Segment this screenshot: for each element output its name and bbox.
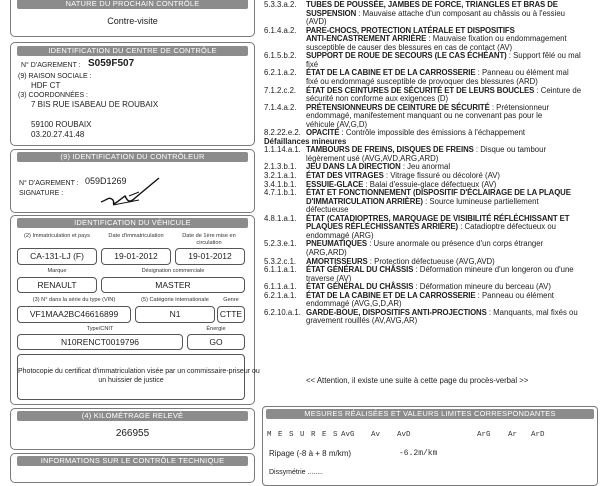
address-line-2: 59100 ROUBAIX [31,120,92,129]
minor-defect-code: 5.3.2.c.1. [264,256,297,266]
minor-defect-text: gravement rouillés (AV,AVG,AR) [306,316,418,326]
major-defect-text: ANTI-ENCASTREMENT ARRIÈRE : Mauvaise fixation ou endommagement [306,34,567,44]
energie-field: GO [187,334,245,350]
minor-defect-text: (ARG,ARD) [306,247,347,257]
minor-defect-text: traverse (AV) [306,273,352,283]
label-vin: (3) N° dans la série du type (VIN) [32,297,116,303]
minor-defect-text: légèrement usé (AVG,AVD,ARG,ARD) [306,153,439,163]
minor-defect-text: ÉTAT (CATADIOPTRES, MARQUAGE DE VISIBILITÉ RÉFLÉCHISSANT ET [306,213,570,223]
major-defect-text: SUPPORT DE ROUE DE SECOURS (LE CAS ÉCHÉANT) : Support fêlé ou mal [306,51,581,61]
major-defect-text: PARE-CHOCS, PROTECTION LATÉRALE ET DISPOSITIFS [306,25,515,35]
label-marque: Marque [47,268,67,274]
major-defect-text: PRÉTENSIONNEURS DE CEINTURE DE SÉCURITÉ : Prétensionneur [306,102,550,112]
date-immat-field: 19-01-2012 [101,248,171,265]
centre-header: IDENTIFICATION DU CENTRE DE CONTRÔLE [17,46,248,56]
raison-label: (9) RAISON SOCIALE : [18,73,92,80]
minor-defect-text: ÉTAT GÉNÉRAL DU CHÂSSIS : Déformation mineure du berceau (AV) [306,282,551,292]
nature-panel [10,0,255,37]
major-defect-text: OPACITÉ : Contrôle impossible des émissions à l'échappement [306,128,526,138]
measures-header: MESURES RÉALISÉES ET VALEURS LIMITES CORRESPONDANTES [266,409,594,419]
ctrl-agrement-value: 059D1269 [85,176,127,186]
major-defect-text: ÉTAT DES CEINTURES DE SÉCURITÉ ET DE LEURS BOUCLES : Ceinture de [306,85,582,95]
major-defect-code: 6.1.5.b.2. [264,51,297,61]
major-defect-text: susceptible de causer des blessures en cas de contact (AV) [306,42,513,52]
col-ar: Ar [508,431,518,439]
ripage-value: -6.2m/km [399,449,438,458]
photocopy-note-line-2: un huissier de justice [98,377,164,384]
agrement-label: N° D'AGREMENT : [21,62,81,69]
ctrl-agrement-label: N° D'AGREMENT : [19,180,79,187]
immat-field: CA-131-LJ (F) [17,248,97,265]
minor-defect-code: 1.1.14.a.1. [264,145,301,155]
minor-defect-text: TAMBOURS DE FREINS, DISQUES DE FREINS : Disque ou tambour [306,145,547,155]
label-date-first: Date de 1ère mise en circulation [182,233,236,246]
km-value: 266955 [115,428,150,439]
minor-defect-text: ÉTAT GÉNÉRAL DU CHÂSSIS : Déformation mineure d'un longeron ou d'une [306,265,574,275]
vehicle-header: IDENTIFICATION DU VÉHICULE [17,218,248,228]
measures-title: M E S U R E S [267,431,339,439]
minor-defect-code: 6.2.10.a.1. [264,307,301,317]
categorie-field: N1 [135,306,215,323]
date-first-field: 19-01-2012 [175,248,245,265]
minor-defect-text: JEU DANS LA DIRECTION : Jeu anormal [306,162,451,172]
col-avd: AvD [397,431,411,439]
dissymetrie-label: Dissymétrie ........ [269,469,324,476]
minor-defect-text: GARDE-BOUE, DISPOSITIFS ANTI-PROJECTIONS : Manquants, mal fixés ou [306,307,578,317]
minor-defect-text: AMORTISSEURS : Protection défectueuse (AVG,AVD) [306,256,495,266]
attention-note: << Attention, il existe une suite à cette page du procès-verbal >> [306,376,529,385]
major-defect-text: SUSPENSION : Mauvaise attache d'un composant au châssis ou à l'essieu [306,8,565,18]
major-defect-text: fixé ou endommagé susceptible de provoquer des blessures (ARD) [306,76,538,86]
minor-defect-text: PNEUMATIQUES : Usure anormale ou présence d'un corps étranger [306,239,544,249]
col-arg: ArG [477,431,491,439]
minor-defect-text: endommagé (AVG,G,D,AR) [306,299,402,309]
minor-defect-code: 3.4.1.b.1. [264,179,297,189]
minor-defect-code: 6.1.1.a.1. [264,282,297,292]
minor-defect-text: ÉTAT ET FONCTIONNEMENT (DISPOSITIF D'ÉCLAIRAGE DE LA PLAQUE [306,188,571,198]
major-defect-text: ÉTAT DE LA CABINE ET DE LA CARROSSERIE : Panneau ou élément mal [306,68,569,78]
minor-defect-code: 6.2.1.a.1. [264,290,297,300]
controleur-panel [10,149,255,213]
nature-header: NATURE DU PROCHAIN CONTRÔLE [17,0,248,9]
designation-field: MASTER [101,277,245,293]
label-categorie: (5) Catégorie internationale [141,297,209,303]
minor-defect-code: 2.1.3.b.1. [264,162,297,172]
vin-field: VF1MAA2BC46616899 [17,306,131,323]
photocopy-note-line-1: Photocopie du certificat d'immatriculation visée par un commissaire-priseur ou [18,368,260,375]
type-field: N10RENCT0019796 [17,334,183,350]
minor-defect-text: endommagé (ARG) [306,230,374,240]
info-panel [10,453,255,483]
measures-panel [262,406,598,486]
minor-defects-title: Défaillances mineures [264,136,347,146]
major-defect-text: sécurité non conforme aux exigences (D) [306,94,449,104]
minor-defect-code: 4.8.1.a.1. [264,213,297,223]
minor-defect-code: 3.2.1.a.1. [264,171,297,180]
minor-defect-text: ÉTAT DE LA CABINE ET DE LA CARROSSERIE : Panneau ou élément [306,290,554,300]
col-av: Av [371,431,381,439]
phone: 03.20.27.41.48 [31,130,85,139]
photocopy-note-box [17,354,260,400]
nature-value: Contre-visite [107,16,158,26]
major-defect-text: fixé [306,59,319,69]
centre-panel [10,42,255,146]
minor-defect-code: 6.1.1.a.1. [264,265,297,275]
minor-defect-text: défectueuse [306,205,349,215]
major-defect-text: véhicule (AV,G,D) [306,119,368,129]
label-designation: Désignation commerciale [141,268,205,274]
minor-defect-text: ESSUIE-GLACE : Balai d'essuie-glace défectueux (AV) [306,179,497,189]
km-header: (4) KILOMÉTRAGE RELEVÉ [17,411,248,421]
agrement-value: S059F507 [88,58,135,69]
label-genre: Genre [223,297,239,303]
major-defect-code: 7.1.2.c.2. [264,85,297,95]
label-date-immat: Date d'immatriculation [108,233,164,239]
major-defect-text: endommagé, manifestement manquant ou ne convenant pas pour le [306,111,543,121]
info-header: INFORMATIONS SUR LE CONTRÔLE TECHNIQUE DÉFAVORABLE [17,456,248,466]
major-defect-text: TUBES DE POUSSÉE, JAMBES DE FORCE, TRIANGLES ET BRAS DE [306,0,558,9]
minor-defect-text: ÉTAT DES VITRAGES : Vitrage fissuré ou décoloré (AV) [306,171,501,180]
controleur-header: (9) IDENTIFICATION DU CONTRÔLEUR [17,152,248,162]
minor-defect-text: PLAQUES RÉFLÉCHISSANTES ARRIÈRE) : Catadioptre défectueux ou [306,222,556,232]
minor-defect-code: 5.2.3.e.1. [264,239,297,249]
raison-value: HDF CT [31,81,61,90]
minor-defect-code: 4.7.1.b.1. [264,188,297,198]
coord-label: (3) COORDONNÉES : [18,92,89,99]
major-defect-text: (AVD) [306,17,327,27]
signature-image [99,170,169,210]
col-ard: ArD [531,431,545,439]
genre-field: CTTE [217,306,245,323]
major-defect-code: 8.2.22.e.2. [264,128,301,138]
address-line-1: 7 BIS RUE ISABEAU DE ROUBAIX [31,100,159,109]
major-defect-code: 6.2.1.a.2. [264,68,297,78]
major-defect-code: 6.1.4.a.2. [264,25,297,35]
km-panel [10,408,255,450]
col-avg: AvG [341,431,355,439]
label-immat: (2) Immatriculation et pays [24,233,90,239]
label-type: Type/CNIT [86,326,114,332]
major-defect-code: 5.3.3.a.2. [264,0,297,9]
vehicle-panel [10,215,260,405]
marque-field: RENAULT [17,277,97,293]
major-defect-code: 7.1.4.a.2. [264,102,297,112]
ripage-label: Ripage (-8 à + 8 m/km) [269,449,352,458]
minor-defect-text: D'IMMATRICULATION ARRIÈRE) : Source lumineuse partiellement [306,196,539,206]
signature-label: SIGNATURE : [19,190,64,197]
label-energie: Énergie [206,326,226,332]
